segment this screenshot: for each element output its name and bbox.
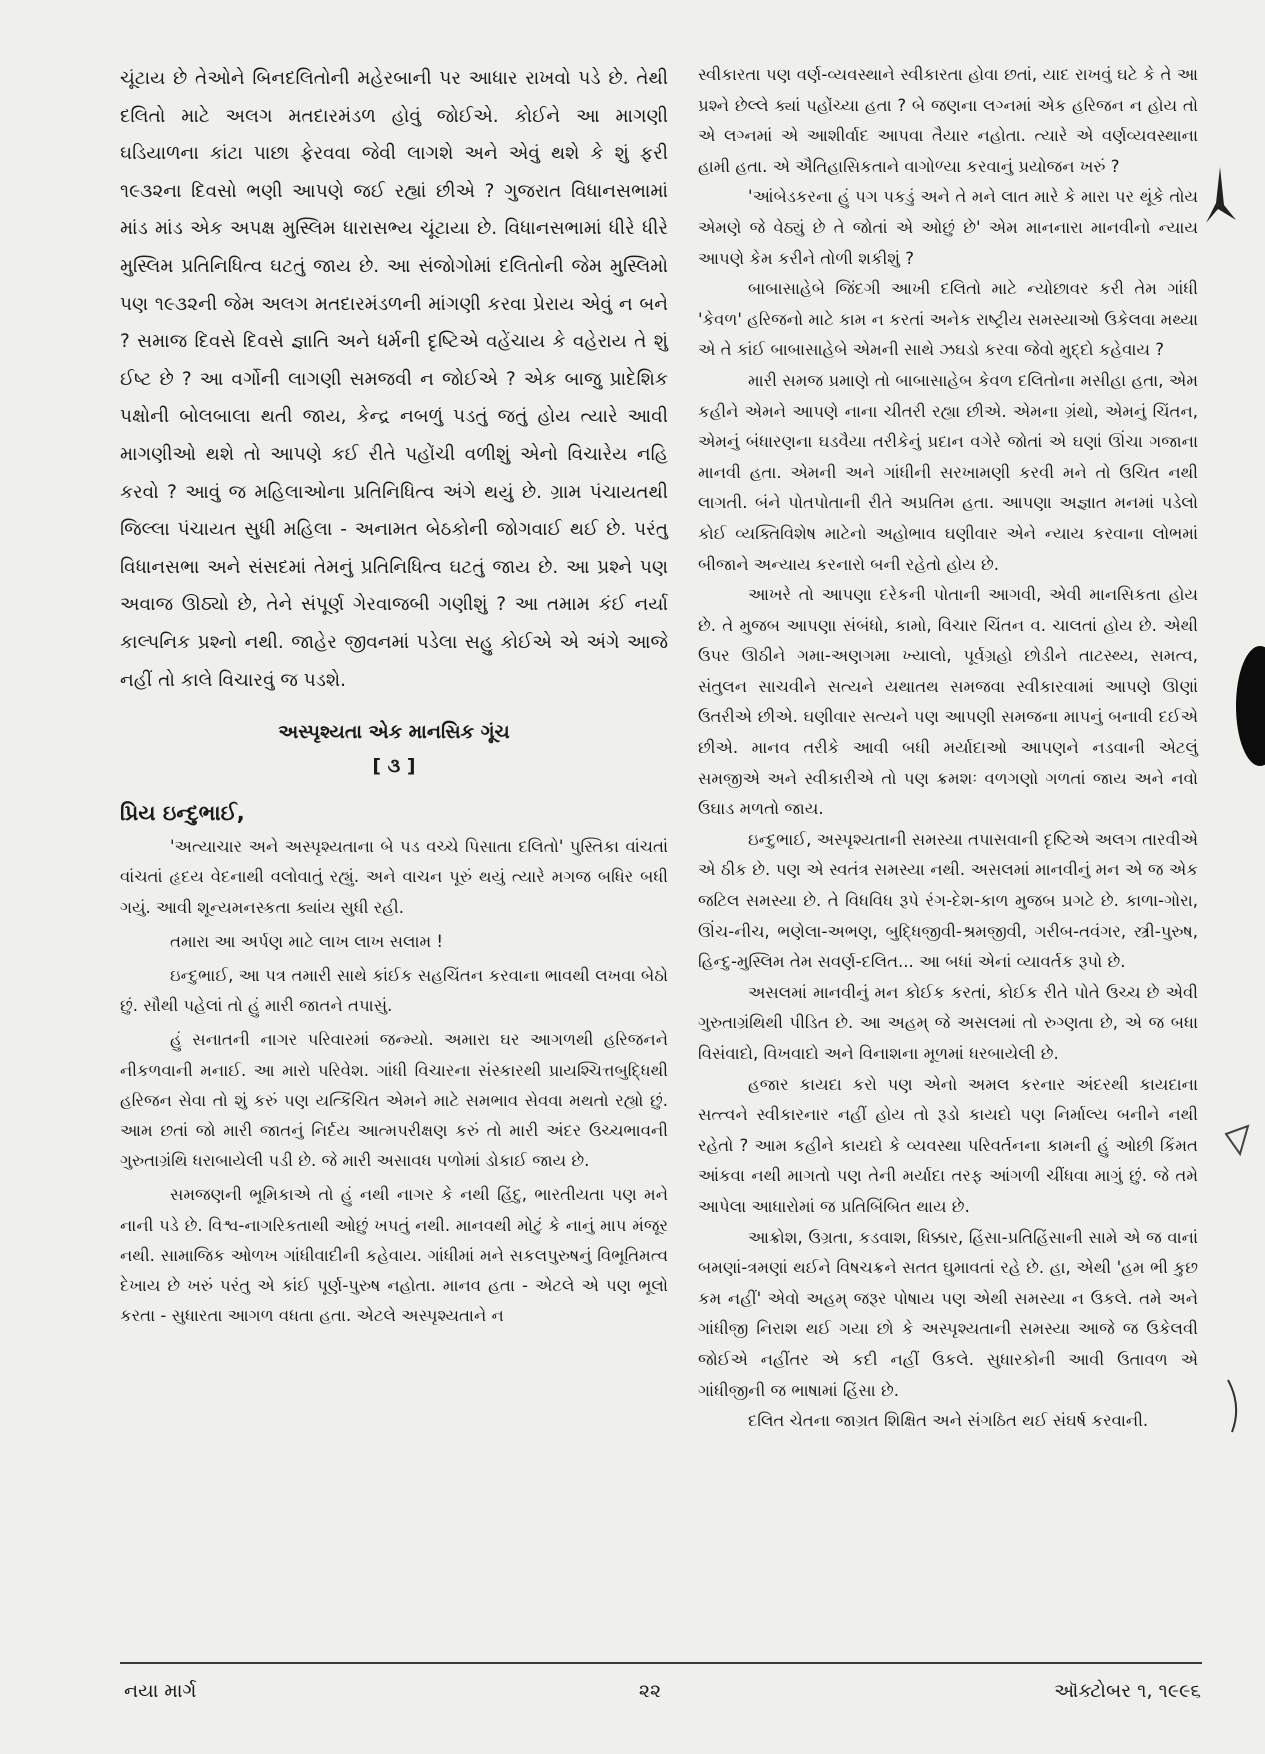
body-paragraph: આખરે તો આપણા દરેકની પોતાની આગવી, એવી માનસિકતા હોય છે. તે મુજબ આપણા સંબંધો, કામો, વિચાર ચિંતન વ. ચાલતાં હોય છે. એથી ઉપર ઊઠીને ગમા-અણગમા ખ્યાલો, પૂર્વગ્રહો છોડીને તાટસ્થ્ય, સમત્વ, સંતુલન સાચવીને સત્યને યથાતથ સમજવા સ્વીકારવામાં આપણે ઊણાં ઉતરીએ છીએ. ઘણીવાર સત્યને પણ આપણી સમજના માપનું બનાવી દઈએ છીએ. માનવ તરીકે આવી બધી મર્યાદાઓ આપણને નડવાની એટલું સમજીએ અને સ્વીકારીએ તો પણ ક્રમશઃ વળગણો ગળતાં જાય અને નવો ઉઘાડ મળતો જાય. — [698, 585, 1198, 819]
footer-rule — [120, 1662, 1202, 1664]
letter-paragraph: ઇન્દુભાઈ, આ પત્ર તમારી સાથે કાંઈક સહચિંતન કરવાના ભાવથી લખવા બેઠો છું. સૌથી પહેલાં તો હું મારી જાતને તપાસું. — [120, 965, 668, 1016]
paper-edge-mark — [1222, 1376, 1252, 1436]
paper-edge-mark — [1222, 1120, 1252, 1160]
letter-paragraph: સમજણની ભૂમિકાએ તો હું નથી નાગર કે નથી હિંદુ, ભારતીયતા પણ મને નાની પડે છે. વિશ્વ-નાગરિકતાથી ઓછું ખપતું નથી. માનવથી મોટું કે નાનું માપ મંજૂર નથી. સામાજિક ઓળખ ગાંધીવાદીની કહેવાય. ગાંધીમાં મને સકલપુરુષનું વિભૂતિમત્વ દેખાય છે ખરું પરંતુ એ કાંઈ પૂર્ણ-પુરુષ નહોતા. માનવ હતા - એટલે એ પણ ભૂલો કરતા - સુધારતા આગળ વધતા હતા. એટલે અસ્પૃશ્યતાને ન — [120, 1185, 668, 1326]
letter-paragraph: હું સનાતની નાગર પરિવારમાં જન્મ્યો. અમારા ઘર આગળથી હરિજનને નીકળવાની મનાઈ. આ મારો પરિવેશ. ગાંધી વિચારના સંસ્કારથી પ્રાયશ્ચિત્તબુદ્ધિથી હરિજન સેવા તો શું કરું પણ યત્કિંચિત એમને માટે સમભાવ સેવવા મથતો રહ્યો છું. આમ છતાં જો મારી જાતનું નિર્દય આત્મપરીક્ષણ કરું તો મારી અંદર ઉચ્ચભાવની ગુરુતાગ્રંથિ ધરાબાયેલી પડી છે. જે મારી અસાવધ પળોમાં ડોકાઈ જાય છે. — [120, 1030, 668, 1171]
footer-publication: નયા માર્ગ — [124, 1680, 197, 1702]
footer-date: ઑક્ટોબર ૧, ૧૯૯૬ — [1054, 1680, 1201, 1702]
letter-salutation: પ્રિય ઇન્દુભાઈ, — [120, 801, 245, 826]
letter-paragraph: તમારા આ અર્પણ માટે લાખ લાખ સલામ ! — [170, 931, 444, 951]
paper-damage-hole — [1236, 646, 1265, 766]
body-paragraph: અસલમાં માનવીનું મન કોઈક કરતાં, કોઈક રીતે પોતે ઉચ્ચ છે એવી ગુરુતાગ્રંથિથી પીડિત છે. આ અહમ્ જે અસલમાં તો રુગ્ણતા છે, એ જ બધા વિસંવાદો, વિખવાદો અને વિનાશના મૂળમાં ધરબાયેલી છે. — [698, 982, 1198, 1063]
right-column — [698, 60, 1198, 1437]
body-paragraph: ઇન્દુભાઈ, અસ્પૃશ્યતાની સમસ્યા તપાસવાની દૃષ્ટિએ અલગ તારવીએ એ ઠીક છે. પણ એ સ્વતંત્ર સમસ્યા નથી. અસલમાં માનવીનું મન એ જ એક જટિલ સમસ્યા છે. તે વિધવિધ રૂપે રંગ-દેશ-કાળ મુજબ પ્રગટે છે. કાળા-ગોરા, ઊંચ-નીચ, ભણેલા-અભણ, બુદ્ધિજીવી-શ્રમજીવી, ગરીબ-તવંગર, સ્ત્રી-પુરુષ, હિન્દુ-મુસ્લિમ તેમ સવર્ણ-દલિત... આ બધાં એનાં વ્યાવર્તક રૂપો છે. — [698, 829, 1198, 972]
paper-edge-mark — [1200, 165, 1240, 225]
left-column — [120, 60, 668, 1331]
body-paragraph: બાબાસાહેબે જિંદગી આખી દલિતો માટે ન્યોછાવર કરી તેમ ગાંધી 'કેવળ' હરિજનો માટે કામ ન કરતાં અનેક રાષ્ટ્રીય સમસ્યાઓ ઉકેલવા મથ્યા એ તે કાંઈ બાબાસાહેબે એમની સાથે ઝઘડો કરવા જેવો મુદ્દો કહેવાય ? — [698, 279, 1198, 360]
body-paragraph: 'આંબેડકરના હું પગ પકડું અને તે મને લાત મારે કે મારા પર થૂંકે તોય એમણે જે વેઠ્યું છે તે જોતાં એ ઓછું છે' એમ માનનારા માનવીનો ન્યાય આપણે કેમ કરીને તોળી શકીશું ? — [698, 187, 1198, 268]
body-paragraph: મારી સમજ પ્રમાણે તો બાબાસાહેબ કેવળ દલિતોના મસીહા હતા, એમ કહીને એમને આપણે નાના ચીતરી રહ્યા છીએ. એમના ગ્રંથો, એમનું ચિંતન, એમનું બંધારણના ઘડવૈયા તરીકેનું પ્રદાન વગેરે જોતાં એ ઘણાં ઊંચા ગજાના માનવી હતા. એમની અને ગાંધીની સરખામણી કરવી મને તો ઉચિત નથી લાગતી. બંને પોતપોતાની રીતે અપ્રતિમ હતા. આપણા અજ્ઞાત મનમાં પડેલો કોઈ વ્યક્તિવિશેષ માટેનો અહોભાવ ઘણીવાર એને ન્યાય કરવાના લોભમાં બીજાને અન્યાય કરનારો બની રહેતો હોય છે. — [698, 370, 1198, 574]
intro-paragraph: ચૂંટાય છે તેઓને બિનદલિતોની મહેરબાની પર આધાર રાખવો પડે છે. તેથી દલિતો માટે અલગ મતદારમંડળ હોવું જોઈએ. કોઈને આ માગણી ઘડિયાળના કાંટા પાછા ફેરવવા જેવી લાગશે અને એવું થશે કે શું ફરી ૧૯૩૨ના દિવસો ભણી આપણે જઈ રહ્યાં છીએ ? ગુજરાત વિધાનસભામાં માંડ માંડ એક અપક્ષ મુસ્લિમ ધારાસભ્ય ચૂંટાયા છે. વિધાનસભામાં ધીરે ધીરે મુસ્લિમ પ્રતિનિધિત્વ ઘટતું જાય છે. આ સંજોગોમાં દલિતોની જેમ મુસ્લિમો પણ ૧૯૩૨ની જેમ અલગ મતદારમંડળની માંગણી કરવા પ્રેરાય એવું ન બને ? સમાજ દિવસે દિવસે જ્ઞાતિ અને ધર્મની દૃષ્ટિએ વહેંચાય કે વહેરાય તે શું ઈષ્ટ છે ? આ વર્ગોની લાગણી સમજવી ન જોઈએ ? એક બાજુ પ્રાદેશિક પક્ષોની બોલબાલા થતી જાય, કેન્દ્ર નબળું પડતું જતું હોય ત્યારે આવી માગણીઓ થશે તો આપણે કઈ રીતે પહોંચી વળીશું એનો વિચારેય નહિ કરવો ? આવું જ મહિલાઓના પ્રતિનિધિત્વ અંગે થયું છે. ગ્રામ પંચાયતથી જિલ્લા પંચાયત સુધી મહિલા - અનામત બેઠકોની જોગવાઈ થઈ છે. પરંતુ વિધાનસભા અને સંસદમાં તેમનું પ્રતિનિધિત્વ ઘટતું જાય છે. આ પ્રશ્ને પણ અવાજ ઊઠ્યો છે, તેને સંપૂર્ણ ગેરવાજબી ગણીશું ? આ તમામ કંઈ નર્યા કાલ્પનિક પ્રશ્નો નથી. જાહેર જીવનમાં પડેલા સહુ કોઈએ એ અંગે આજે નહીં તો કાલે વિચારવું જ પડશે. — [120, 68, 668, 691]
section-number: [ ૩ ] — [372, 755, 416, 778]
body-paragraph: દલિત ચેતના જાગ્રત શિક્ષિત અને સંગઠિત થઈ સંઘર્ષ કરવાની. — [748, 1411, 1149, 1431]
body-paragraph: સ્વીકારતા પણ વર્ણ-વ્યવસ્થાને સ્વીકારતા હોવા છતાં, યાદ રાખવું ઘટે કે તે આ પ્રશ્ને છેલ્લે ક્યાં પહોંચ્યા હતા ? બે જણના લગ્નમાં એક હરિજન ન હોય તો એ લગ્નમાં એ આશીર્વાદ આપવા તૈયાર નહોતા. ત્યારે એ વર્ણવ્યવસ્થાના હામી હતા. એ ઐતિહાસિકતાને વાગોળ્યા કરવાનું પ્રયોજન ખરું ? — [698, 65, 1198, 176]
footer-page-number: ૨૨ — [638, 1680, 662, 1702]
body-paragraph: હજાર કાયદા કરો પણ એનો અમલ કરનાર અંદરથી કાયદાના સત્ત્વને સ્વીકારનાર નહીં હોય તો રૂડો કાયદો પણ નિર્માલ્ય બનીને નથી રહેતો ? આમ કહીને કાયદો કે વ્યવસ્થા પરિવર્તનના કામની હું ઓછી કિંમત આંકવા નથી માગતો પણ તેની મર્યાદા તરફ આંગળી ચીંધવા માગું છું. જે તમે આપેલા આધારોમાં જ પ્રતિબિંબિત થાય છે. — [698, 1074, 1198, 1216]
body-paragraph: આક્રોશ, ઉગ્રતા, કડવાશ, ધિક્કાર, હિંસા-પ્રતિહિંસાની સામે એ જ વાનાં બમણાં-ત્રમણાં થઈને વિષચક્રને સતત ઘુમાવતાં રહે છે. હા, એથી 'હમ ભી કુછ કમ નહીં' એવો અહમ્ જરૂર પોષાય પણ એથી સમસ્યા ન ઉકલે. તમે અને ગાંધીજી નિરાશ થઈ ગયા છો કે અસ્પૃશ્યતાની સમસ્યા આજે જ ઉકેલવી જોઈએ નહીંતર એ કદી નહીં ઉકલે. સુધારકોની આવી ઉતાવળ એ ગાંધીજીની જ ભાષામાં હિંસા છે. — [698, 1227, 1198, 1400]
section-title: અસ્પૃશ્યતા એક માનસિક ગૂંચ — [278, 721, 510, 744]
letter-paragraph: 'અત્યાચાર અને અસ્પૃશ્યતાના બે પડ વચ્ચે પિસાતા દલિતો' પુસ્તિકા વાંચતાં વાંચતાં હૃદય વેદનાથી વલોવાતું રહ્યું. અને વાચન પૂરું થયું ત્યારે મગજ બધિર બધી ગયું. આવી શૂન્યમનસ્કતા ક્યાંય સુધી રહી. — [120, 837, 668, 917]
